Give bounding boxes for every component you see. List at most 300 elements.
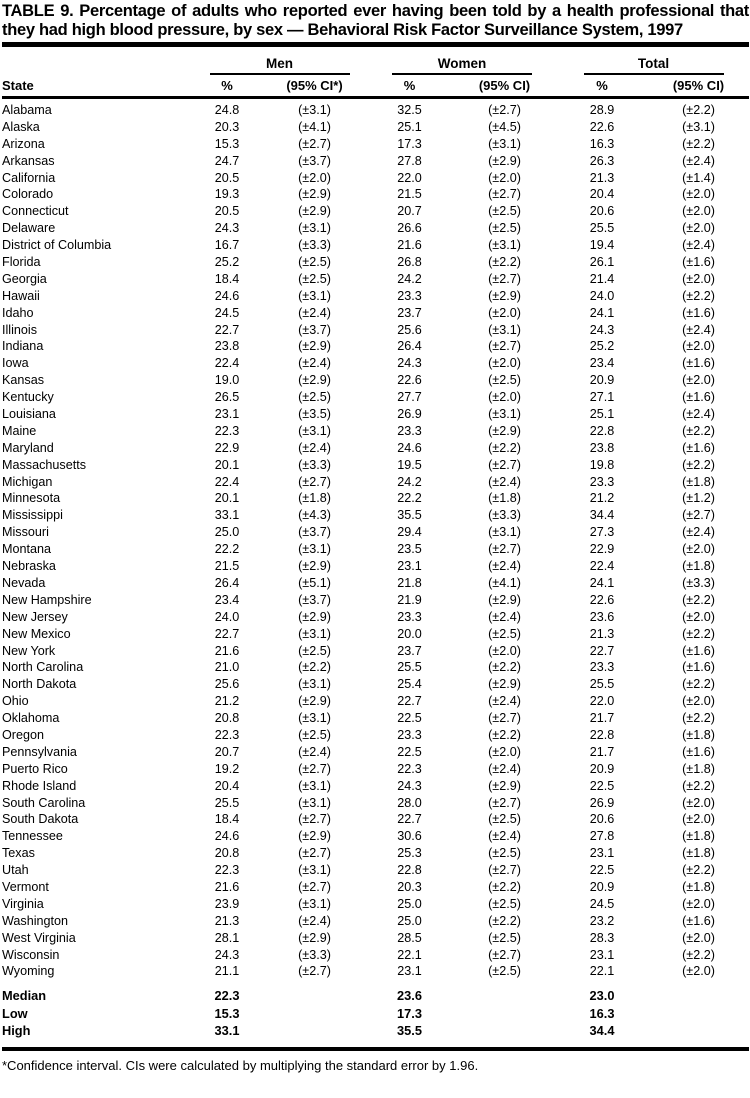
women-percent: 28.0 xyxy=(397,795,422,810)
total-ci: (±2.4) xyxy=(682,407,715,422)
women-ci: (±2.2) xyxy=(488,879,521,894)
men-ci: (±3.1) xyxy=(298,288,331,303)
women-percent: 23.7 xyxy=(397,305,422,320)
total-ci: (±2.2) xyxy=(682,711,715,726)
women-percent: 23.3 xyxy=(397,727,422,742)
men-percent: 22.7 xyxy=(214,322,240,337)
women-percent: 23.3 xyxy=(397,423,422,438)
table-row xyxy=(2,305,749,322)
total-ci: (±2.0) xyxy=(682,896,715,911)
state-name: Florida xyxy=(2,255,41,270)
men-percent: 22.3 xyxy=(214,423,240,438)
total-percent: 22.5 xyxy=(589,778,615,793)
men-ci: (±3.1) xyxy=(298,221,331,236)
group-total-underline xyxy=(584,73,724,75)
total-ci: (±1.6) xyxy=(682,305,715,320)
women-ci: (±2.7) xyxy=(488,103,521,117)
state-name: Minnesota xyxy=(2,491,61,506)
total-percent: 22.6 xyxy=(589,119,615,134)
table-row xyxy=(2,811,749,828)
column-subheader xyxy=(2,75,749,96)
total-ci: (±2.0) xyxy=(682,221,715,236)
total-percent: 23.4 xyxy=(589,356,615,371)
women-percent: 27.8 xyxy=(397,153,422,168)
men-ci: (±2.9) xyxy=(298,829,331,844)
women-ci: (±2.5) xyxy=(488,221,521,236)
state-rows xyxy=(2,102,749,980)
women-ci: (±2.9) xyxy=(488,153,521,168)
total-ci: (±1.8) xyxy=(682,559,715,574)
men-ci: (±2.7) xyxy=(298,846,331,861)
group-women-label: Women xyxy=(437,56,487,71)
group-women-underline xyxy=(392,73,532,75)
total-percent: 22.8 xyxy=(589,423,615,438)
women-ci: (±2.5) xyxy=(488,930,521,945)
state-name: Arizona xyxy=(2,136,45,151)
men-percent: 22.3 xyxy=(214,988,240,1004)
total-ci: (±1.6) xyxy=(682,660,715,675)
column-group-header xyxy=(2,56,749,75)
men-ci: (±2.5) xyxy=(298,727,331,742)
table-row xyxy=(2,659,749,676)
women-percent: 30.6 xyxy=(397,829,422,844)
state-name: North Carolina xyxy=(2,660,84,675)
women-ci: (±2.5) xyxy=(488,626,521,641)
total-percent: 24.1 xyxy=(589,305,615,320)
total-percent: 23.3 xyxy=(589,660,615,675)
men-ci: (±3.1) xyxy=(298,896,331,911)
state-name: Maine xyxy=(2,423,37,438)
total-ci: (±2.2) xyxy=(682,136,715,151)
men-ci: (±3.3) xyxy=(298,238,331,253)
women-ci: (±2.9) xyxy=(488,423,521,438)
men-percent: 18.4 xyxy=(214,812,240,827)
table-row xyxy=(2,963,749,980)
men-percent: 33.1 xyxy=(214,1023,240,1039)
state-name: Vermont xyxy=(2,879,49,894)
men-ci: (±2.7) xyxy=(298,474,331,489)
total-percent: 23.0 xyxy=(589,988,615,1004)
men-ci: (±2.9) xyxy=(298,339,331,354)
men-percent: 24.3 xyxy=(214,221,240,236)
men-percent: 23.8 xyxy=(214,339,240,354)
total-ci: (±2.0) xyxy=(682,339,715,354)
table-row xyxy=(2,220,749,237)
summary-row xyxy=(2,1022,749,1040)
women-ci: (±2.5) xyxy=(488,204,521,219)
women-ci: (±2.0) xyxy=(488,643,521,658)
table-row xyxy=(2,457,749,474)
total-percent: 25.5 xyxy=(589,677,615,692)
state-name: Missouri xyxy=(2,525,49,540)
men-percent: 15.3 xyxy=(214,136,240,151)
men-percent: 19.3 xyxy=(214,187,240,202)
table-row xyxy=(2,440,749,457)
total-percent: 22.6 xyxy=(589,592,615,607)
women-ci: (±3.1) xyxy=(488,322,521,337)
total-ci: (±2.2) xyxy=(682,626,715,641)
men-percent: 22.3 xyxy=(214,863,240,878)
total-ci: (±1.8) xyxy=(682,879,715,894)
men-percent: 21.2 xyxy=(214,694,240,709)
men-ci: (±3.1) xyxy=(298,423,331,438)
men-ci xyxy=(262,987,367,1005)
women-percent: 22.2 xyxy=(397,491,422,506)
men-ci: (±2.7) xyxy=(298,812,331,827)
women-percent: 23.3 xyxy=(397,288,422,303)
summary-rows xyxy=(2,987,749,1040)
women-ci: (±4.5) xyxy=(488,119,521,134)
men-ci: (±2.9) xyxy=(298,930,331,945)
men-ci: (±2.5) xyxy=(298,255,331,270)
total-percent: 34.4 xyxy=(589,508,615,523)
state-name: New York xyxy=(2,643,56,658)
total-ci: (±2.2) xyxy=(682,778,715,793)
women-percent: 22.1 xyxy=(397,947,422,962)
women-ci: (±2.0) xyxy=(488,305,521,320)
total-percent: 20.4 xyxy=(589,187,615,202)
table-row xyxy=(2,947,749,964)
summary-row xyxy=(2,1005,749,1023)
state-name: Iowa xyxy=(2,356,29,371)
women-ci: (±2.5) xyxy=(488,896,521,911)
men-percent: 24.3 xyxy=(214,947,240,962)
men-percent: 28.1 xyxy=(214,930,240,945)
state-name: Montana xyxy=(2,542,52,557)
women-ci: (±2.0) xyxy=(488,390,521,405)
women-percent: 29.4 xyxy=(397,525,422,540)
women-ci: (±2.7) xyxy=(488,947,521,962)
men-ci: (±2.9) xyxy=(298,204,331,219)
table-row xyxy=(2,490,749,507)
table-row xyxy=(2,558,749,575)
men-ci: (±2.4) xyxy=(298,305,331,320)
men-percent: 24.0 xyxy=(214,609,240,624)
women-ci: (±2.2) xyxy=(488,255,521,270)
women-percent: 23.7 xyxy=(397,643,422,658)
state-name: New Mexico xyxy=(2,626,71,641)
state-name: Maryland xyxy=(2,440,54,455)
table-row xyxy=(2,744,749,761)
women-percent: 28.5 xyxy=(397,930,422,945)
men-ci xyxy=(262,1022,367,1040)
total-ci: (±2.0) xyxy=(682,795,715,810)
men-ci: (±3.1) xyxy=(298,778,331,793)
total-percent: 21.3 xyxy=(589,626,615,641)
state-name: North Dakota xyxy=(2,677,77,692)
total-ci: (±1.6) xyxy=(682,744,715,759)
total-ci: (±1.6) xyxy=(682,913,715,928)
state-name: Virginia xyxy=(2,896,44,911)
men-ci: (±2.9) xyxy=(298,694,331,709)
men-ci: (±2.5) xyxy=(298,643,331,658)
total-ci: (±1.6) xyxy=(682,356,715,371)
state-name: Hawaii xyxy=(2,288,40,303)
total-percent: 24.0 xyxy=(589,288,615,303)
group-men-label: Men xyxy=(266,56,293,71)
women-percent: 35.5 xyxy=(397,1023,422,1039)
men-ci: (±4.1) xyxy=(298,119,331,134)
total-ci: (±2.2) xyxy=(682,592,715,607)
total-ci: (±1.8) xyxy=(682,846,715,861)
total-percent: 22.7 xyxy=(589,643,615,658)
state-name: Indiana xyxy=(2,339,44,354)
total-percent-header: % xyxy=(596,78,608,93)
total-percent: 19.4 xyxy=(589,238,615,253)
men-percent: 20.1 xyxy=(214,491,240,506)
men-ci: (±2.2) xyxy=(298,660,331,675)
group-men-underline xyxy=(210,73,350,75)
women-percent: 22.5 xyxy=(397,744,422,759)
men-percent: 16.7 xyxy=(214,238,240,253)
table-row xyxy=(2,828,749,845)
state-name: South Dakota xyxy=(2,812,79,827)
men-percent: 25.6 xyxy=(214,677,240,692)
total-percent: 26.9 xyxy=(589,795,615,810)
women-percent: 17.3 xyxy=(397,136,422,151)
state-name: South Carolina xyxy=(2,795,86,810)
women-ci: (±2.2) xyxy=(488,913,521,928)
men-ci: (±3.7) xyxy=(298,525,331,540)
state-name: Illinois xyxy=(2,322,37,337)
men-percent: 20.4 xyxy=(214,778,240,793)
men-percent: 20.3 xyxy=(214,119,240,134)
women-ci: (±2.9) xyxy=(488,778,521,793)
men-percent: 22.7 xyxy=(214,626,240,641)
table-row xyxy=(2,727,749,744)
men-ci: (±2.4) xyxy=(298,744,331,759)
total-percent: 23.1 xyxy=(589,947,615,962)
total-ci: (±2.0) xyxy=(682,542,715,557)
men-percent-header: % xyxy=(221,78,233,93)
total-percent: 23.8 xyxy=(589,440,615,455)
total-ci: (±1.8) xyxy=(682,474,715,489)
men-percent: 21.1 xyxy=(214,964,240,979)
women-ci: (±2.5) xyxy=(488,964,521,979)
total-ci: (±1.8) xyxy=(682,829,715,844)
total-ci: (±2.4) xyxy=(682,322,715,337)
total-percent: 27.8 xyxy=(589,829,615,844)
total-percent: 20.9 xyxy=(589,761,615,776)
total-ci: (±2.0) xyxy=(682,271,715,286)
state-name: New Jersey xyxy=(2,609,68,624)
group-spacer xyxy=(2,56,192,75)
women-ci: (±3.1) xyxy=(488,238,521,253)
men-percent: 22.4 xyxy=(214,474,240,489)
state-name: Oklahoma xyxy=(2,711,60,726)
men-ci: (±3.1) xyxy=(298,711,331,726)
total-percent: 22.0 xyxy=(589,694,615,709)
summary-label: High xyxy=(2,1023,31,1039)
women-percent: 24.3 xyxy=(397,356,422,371)
men-ci: (±3.7) xyxy=(298,153,331,168)
table-row xyxy=(2,423,749,440)
women-percent: 26.8 xyxy=(397,255,422,270)
men-ci: (±2.9) xyxy=(298,373,331,388)
women-ci: (±2.4) xyxy=(488,694,521,709)
total-ci: (±2.0) xyxy=(682,187,715,202)
women-percent: 24.3 xyxy=(397,778,422,793)
women-percent-header: % xyxy=(403,78,416,93)
total-percent: 21.4 xyxy=(589,271,615,286)
men-ci: (±2.9) xyxy=(298,187,331,202)
men-percent: 22.2 xyxy=(214,542,240,557)
total-percent: 20.9 xyxy=(589,879,615,894)
group-men xyxy=(192,56,367,75)
state-name: Nebraska xyxy=(2,559,56,574)
table-row xyxy=(2,507,749,524)
women-percent: 22.7 xyxy=(397,812,422,827)
total-ci: (±1.8) xyxy=(682,727,715,742)
women-ci: (±2.7) xyxy=(488,795,521,810)
women-ci: (±2.4) xyxy=(488,761,521,776)
state-name: Massachusetts xyxy=(2,457,86,472)
women-ci: (±4.1) xyxy=(488,575,521,590)
total-percent: 22.1 xyxy=(589,964,615,979)
table-row xyxy=(2,761,749,778)
state-name: Tennessee xyxy=(2,829,63,844)
men-ci: (±3.3) xyxy=(298,457,331,472)
total-percent: 21.2 xyxy=(589,491,615,506)
women-percent: 26.4 xyxy=(397,339,422,354)
total-percent: 21.7 xyxy=(589,744,615,759)
group-total xyxy=(557,56,750,75)
women-percent: 26.6 xyxy=(397,221,422,236)
total-percent: 22.9 xyxy=(589,542,615,557)
total-ci: (±3.3) xyxy=(682,575,715,590)
total-ci xyxy=(647,1005,750,1023)
women-percent: 35.5 xyxy=(397,508,422,523)
men-ci: (±1.8) xyxy=(298,491,331,506)
women-ci: (±2.4) xyxy=(488,829,521,844)
total-percent: 23.3 xyxy=(589,474,615,489)
women-percent: 21.5 xyxy=(397,187,422,202)
state-name: Puerto Rico xyxy=(2,761,68,776)
women-ci: (±2.0) xyxy=(488,170,521,185)
men-percent: 21.0 xyxy=(214,660,240,675)
state-name: Georgia xyxy=(2,271,47,286)
women-percent: 24.2 xyxy=(397,271,422,286)
state-name: Nevada xyxy=(2,575,46,590)
state-name: West Virginia xyxy=(2,930,76,945)
table-row xyxy=(2,288,749,305)
table-row xyxy=(2,575,749,592)
total-percent: 22.8 xyxy=(589,727,615,742)
women-percent: 20.7 xyxy=(397,204,422,219)
state-name: Alaska xyxy=(2,119,40,134)
table-row xyxy=(2,474,749,491)
total-percent: 34.4 xyxy=(589,1023,615,1039)
total-percent: 21.3 xyxy=(589,170,615,185)
table-row xyxy=(2,119,749,136)
table-row xyxy=(2,524,749,541)
state-name: Michigan xyxy=(2,474,53,489)
total-percent: 19.8 xyxy=(589,457,615,472)
women-percent: 27.7 xyxy=(397,390,422,405)
women-ci: (±2.4) xyxy=(488,474,521,489)
men-ci: (±3.1) xyxy=(298,677,331,692)
women-percent: 22.5 xyxy=(397,711,422,726)
men-percent: 25.5 xyxy=(214,795,240,810)
state-name: Washington xyxy=(2,913,69,928)
table-row xyxy=(2,626,749,643)
men-percent: 24.8 xyxy=(214,103,240,117)
state-name: Louisiana xyxy=(2,407,56,422)
women-ci: (±2.7) xyxy=(488,711,521,726)
men-percent: 23.1 xyxy=(214,407,240,422)
table-row xyxy=(2,693,749,710)
men-percent: 22.3 xyxy=(214,727,240,742)
state-column-header: State xyxy=(2,78,34,93)
men-ci: (±2.5) xyxy=(298,271,331,286)
women-ci: (±2.4) xyxy=(488,609,521,624)
total-ci: (±1.6) xyxy=(682,440,715,455)
table-row xyxy=(2,203,749,220)
total-ci xyxy=(647,987,750,1005)
men-percent: 15.3 xyxy=(214,1005,240,1021)
table-row xyxy=(2,237,749,254)
women-ci: (±1.8) xyxy=(488,491,521,506)
men-percent: 24.6 xyxy=(214,829,240,844)
state-name: Kentucky xyxy=(2,390,54,405)
table-row xyxy=(2,879,749,896)
women-percent: 20.3 xyxy=(397,879,422,894)
women-ci: (±2.9) xyxy=(488,592,521,607)
table-row xyxy=(2,338,749,355)
total-ci: (±1.6) xyxy=(682,255,715,270)
women-percent: 32.5 xyxy=(397,103,422,117)
women-ci: (±2.5) xyxy=(488,812,521,827)
total-percent: 25.5 xyxy=(589,221,615,236)
group-total-label: Total xyxy=(637,56,670,71)
total-percent: 27.1 xyxy=(589,390,615,405)
state-name: Rhode Island xyxy=(2,778,77,793)
total-percent: 25.2 xyxy=(589,339,615,354)
table-row xyxy=(2,778,749,795)
men-percent: 25.2 xyxy=(214,255,240,270)
total-ci: (±2.0) xyxy=(682,609,715,624)
total-ci: (±2.2) xyxy=(682,288,715,303)
total-ci: (±1.6) xyxy=(682,390,715,405)
men-percent: 24.6 xyxy=(214,288,240,303)
women-percent: 17.3 xyxy=(397,1005,422,1021)
total-percent: 28.3 xyxy=(589,930,615,945)
men-percent: 19.2 xyxy=(214,761,240,776)
total-percent: 24.3 xyxy=(589,322,615,337)
state-name: New Hampshire xyxy=(2,592,92,607)
table-row xyxy=(2,389,749,406)
men-percent: 20.1 xyxy=(214,457,240,472)
women-percent: 23.1 xyxy=(397,964,422,979)
total-percent: 27.3 xyxy=(589,525,615,540)
men-ci: (±3.7) xyxy=(298,322,331,337)
men-percent: 23.9 xyxy=(214,896,240,911)
total-ci: (±2.2) xyxy=(682,863,715,878)
women-ci: (±2.7) xyxy=(488,271,521,286)
table-row xyxy=(2,355,749,372)
state-name: Idaho xyxy=(2,305,34,320)
total-percent: 23.6 xyxy=(589,609,615,624)
women-ci: (±2.2) xyxy=(488,727,521,742)
women-ci: (±2.5) xyxy=(488,373,521,388)
men-ci: (±2.7) xyxy=(298,761,331,776)
total-percent: 21.7 xyxy=(589,711,615,726)
men-percent: 21.5 xyxy=(214,559,240,574)
women-percent: 24.6 xyxy=(397,440,422,455)
state-name: Ohio xyxy=(2,694,29,709)
total-percent: 26.1 xyxy=(589,255,615,270)
total-percent: 25.1 xyxy=(589,407,615,422)
